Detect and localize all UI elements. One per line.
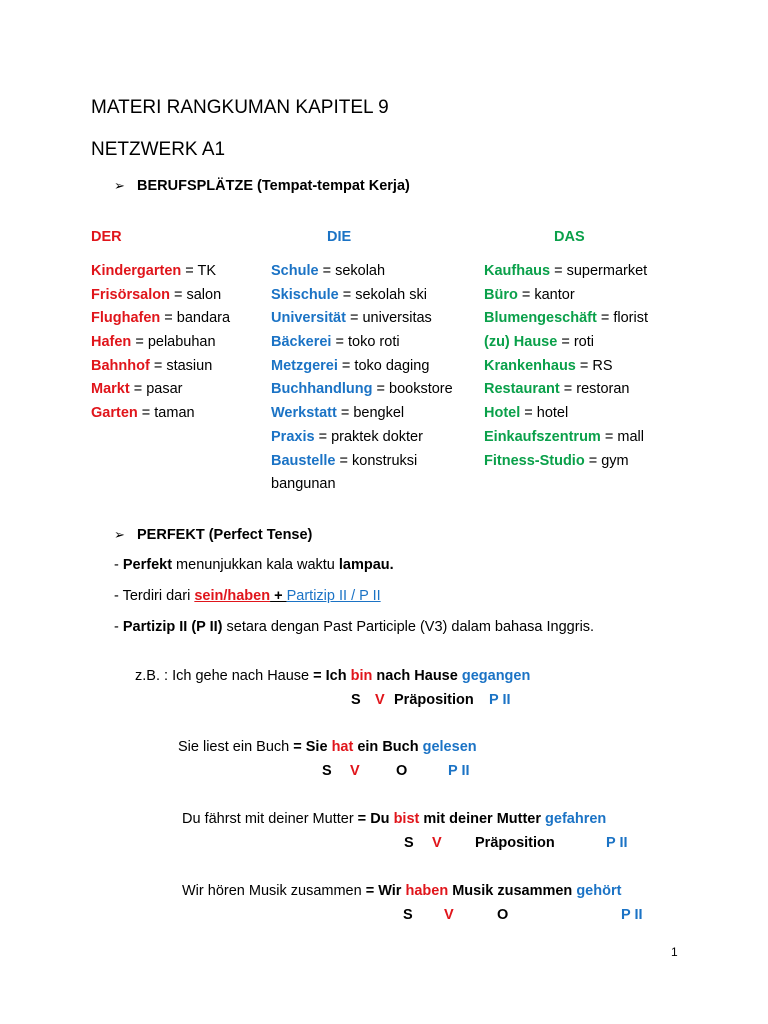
label-v: V xyxy=(432,835,442,851)
vocab-row xyxy=(271,453,453,477)
vocab-term: Kindergarten xyxy=(91,263,182,279)
dash: - xyxy=(114,619,123,635)
equals-sign: = xyxy=(353,811,371,827)
label-pii: P II xyxy=(621,907,643,923)
vocab-meaning: = pelabuhan xyxy=(131,334,216,351)
dash: - xyxy=(114,557,123,573)
rest: ein Buch xyxy=(357,739,419,755)
vocab-meaning: = toko roti xyxy=(331,334,400,351)
label-mid: O xyxy=(497,907,509,923)
vocab-row xyxy=(271,310,453,334)
vocab-row xyxy=(91,358,230,382)
vocab-row xyxy=(91,381,230,405)
partizip: gehört xyxy=(576,883,622,899)
text: Terdiri dari xyxy=(122,588,195,604)
vocab-term: Werkstatt xyxy=(271,405,337,422)
vocab-term: Fitness-Studio xyxy=(484,452,585,469)
vocab-row xyxy=(484,453,648,477)
subject: Du xyxy=(370,811,390,827)
vocab-row xyxy=(271,287,453,311)
equals-sign: = xyxy=(309,668,326,684)
partizip: gefahren xyxy=(545,811,607,827)
vocab-meaning: = bengkel xyxy=(336,405,405,422)
label-pii: P II xyxy=(448,763,470,779)
verb: bin xyxy=(350,668,373,684)
example-plain: Du fährst mit deiner Mutter xyxy=(182,811,354,827)
vocab-column-das xyxy=(484,263,648,476)
vocab-term: Restaurant xyxy=(484,381,560,398)
vocab-row xyxy=(484,263,648,287)
vocab-meaning: = gym xyxy=(584,452,629,469)
vocab-term: Praxis xyxy=(271,428,315,445)
vocab-meaning: = mall xyxy=(600,428,644,445)
partizip: gegangen xyxy=(461,668,531,684)
partizip-text: Partizip II / P II xyxy=(286,588,381,604)
column-header-der: DER xyxy=(91,229,122,245)
vocab-term: Kaufhaus xyxy=(484,263,551,279)
text: setara dengan Past Participle (V3) dalam bahasa Inggris. xyxy=(222,619,595,635)
section-heading-text: PERFEKT (Perfect Tense) xyxy=(137,527,313,543)
vocab-row xyxy=(271,429,453,453)
vocab-row xyxy=(91,263,230,287)
vocab-row xyxy=(484,287,648,311)
vocab-meaning: = bookstore xyxy=(372,381,453,398)
vocab-term: Büro xyxy=(484,286,518,303)
example-plain: Sie liest ein Buch xyxy=(178,739,290,755)
subject: Wir xyxy=(378,883,402,899)
vocab-term: Krankenhaus xyxy=(484,357,576,374)
vocab-row-wrap: bangunan xyxy=(271,476,336,493)
vocab-term: (zu) Hause xyxy=(484,334,558,351)
vocab-row xyxy=(484,310,648,334)
vocab-term: Bäckerei xyxy=(271,334,332,351)
label-v: V xyxy=(444,907,454,923)
vocab-row xyxy=(91,287,230,311)
example-plain: Ich gehe nach Hause xyxy=(172,668,310,684)
perfekt-line-3 xyxy=(114,619,594,635)
bold-text: Perfekt xyxy=(122,557,173,573)
column-header-die: DIE xyxy=(327,229,352,245)
verb: bist xyxy=(393,811,420,827)
vocab-row xyxy=(91,405,230,429)
vocab-term: Frisörsalon xyxy=(91,286,170,303)
bullet-arrow-icon: ➢ xyxy=(114,178,125,193)
vocab-meaning: = bandara xyxy=(160,310,231,327)
vocab-meaning: = stasiun xyxy=(149,357,213,374)
document-subtitle: NETZWERK A1 xyxy=(91,139,226,160)
document-title: MATERI RANGKUMAN KAPITEL 9 xyxy=(91,97,389,118)
vocab-meaning: = roti xyxy=(557,334,594,351)
vocab-term: Universität xyxy=(271,310,346,327)
vocab-row xyxy=(271,381,453,405)
vocab-row xyxy=(484,381,648,405)
label-mid: Präposition xyxy=(394,692,474,708)
vocab-term: Schule xyxy=(271,263,319,279)
column-header-das: DAS xyxy=(554,229,585,245)
bullet-arrow-icon: ➢ xyxy=(114,527,125,542)
vocab-column-der xyxy=(91,263,230,429)
vocab-row xyxy=(484,405,648,429)
vocab-meaning: = toko daging xyxy=(337,357,430,374)
vocab-meaning: = sekolah xyxy=(318,263,386,279)
plus-text: + xyxy=(270,588,287,604)
section-heading-perfekt xyxy=(114,527,312,543)
vocab-term: Blumengeschäft xyxy=(484,310,597,327)
verb: haben xyxy=(405,883,449,899)
example-sentence-1 xyxy=(135,668,530,684)
label-mid: O xyxy=(396,763,408,779)
text: menunjukkan kala waktu xyxy=(172,557,339,573)
vocab-term: Buchhandlung xyxy=(271,381,373,398)
vocab-row xyxy=(91,334,230,358)
example-sentence-2 xyxy=(178,739,477,755)
example-plain: Wir hören Musik zusammen xyxy=(182,883,362,899)
equals-sign: = xyxy=(361,883,379,899)
vocab-row xyxy=(484,358,648,382)
perfekt-line-2 xyxy=(114,588,381,604)
vocab-row xyxy=(91,310,230,334)
vocab-meaning: = pasar xyxy=(129,381,183,398)
page-number: 1 xyxy=(671,945,678,959)
vocab-term: Hafen xyxy=(91,334,132,351)
vocab-meaning: = taman xyxy=(137,405,195,422)
vocab-term: Hotel xyxy=(484,405,521,422)
rest: nach Hause xyxy=(376,668,458,684)
vocab-meaning: = RS xyxy=(575,357,613,374)
vocab-term: Skischule xyxy=(271,286,339,303)
equals-sign: = xyxy=(289,739,306,755)
section-heading-berufsplaetze xyxy=(114,178,410,194)
vocab-column-die xyxy=(271,263,453,500)
bold-text: Partizip II (P II) xyxy=(122,619,223,635)
vocab-row xyxy=(271,334,453,358)
vocab-row xyxy=(484,429,648,453)
sein-haben-text: sein/haben xyxy=(194,588,271,604)
rest: mit deiner Mutter xyxy=(423,811,541,827)
vocab-term: Garten xyxy=(91,405,138,422)
label-v: V xyxy=(375,692,385,708)
vocab-row xyxy=(271,358,453,382)
vocab-meaning: = konstruksi xyxy=(335,452,418,469)
vocab-term: Bahnhof xyxy=(91,357,150,374)
vocab-meaning: = salon xyxy=(169,286,222,303)
label-s: S xyxy=(404,835,414,851)
vocab-term: Baustelle xyxy=(271,452,336,469)
vocab-row xyxy=(271,263,453,287)
rest: Musik zusammen xyxy=(452,883,573,899)
dash: - xyxy=(114,588,123,604)
label-pii: P II xyxy=(489,692,511,708)
label-s: S xyxy=(351,692,361,708)
label-mid: Präposition xyxy=(475,835,555,851)
vocab-meaning: = supermarket xyxy=(550,263,648,279)
label-s: S xyxy=(403,907,413,923)
subject: Sie xyxy=(305,739,328,755)
label-pii: P II xyxy=(606,835,628,851)
vocab-meaning: = TK xyxy=(181,263,217,279)
section-heading-text: BERUFSPLÄTZE (Tempat-tempat Kerja) xyxy=(137,178,410,194)
vocab-meaning: = restoran xyxy=(559,381,630,398)
vocab-term: Metzgerei xyxy=(271,357,338,374)
label-s: S xyxy=(322,763,332,779)
label-v: V xyxy=(350,763,360,779)
perfekt-line-1 xyxy=(114,557,394,573)
vocab-meaning: = universitas xyxy=(345,310,432,327)
example-prefix: z.B. : xyxy=(135,668,173,684)
vocab-meaning: = kantor xyxy=(517,286,575,303)
vocab-meaning: = florist xyxy=(596,310,648,327)
subject: Ich xyxy=(325,668,347,684)
vocab-meaning: = praktek dokter xyxy=(314,428,423,445)
vocab-row xyxy=(484,334,648,358)
verb: hat xyxy=(331,739,354,755)
example-sentence-3 xyxy=(182,811,606,827)
example-sentence-4 xyxy=(182,883,621,899)
vocab-term: Einkaufszentrum xyxy=(484,428,601,445)
bold-text: lampau. xyxy=(338,557,394,573)
vocab-meaning: = hotel xyxy=(520,405,569,422)
partizip: gelesen xyxy=(422,739,477,755)
vocab-term: Markt xyxy=(91,381,130,398)
vocab-meaning: = sekolah ski xyxy=(338,286,427,303)
vocab-term: Flughafen xyxy=(91,310,161,327)
vocab-row xyxy=(271,405,453,429)
